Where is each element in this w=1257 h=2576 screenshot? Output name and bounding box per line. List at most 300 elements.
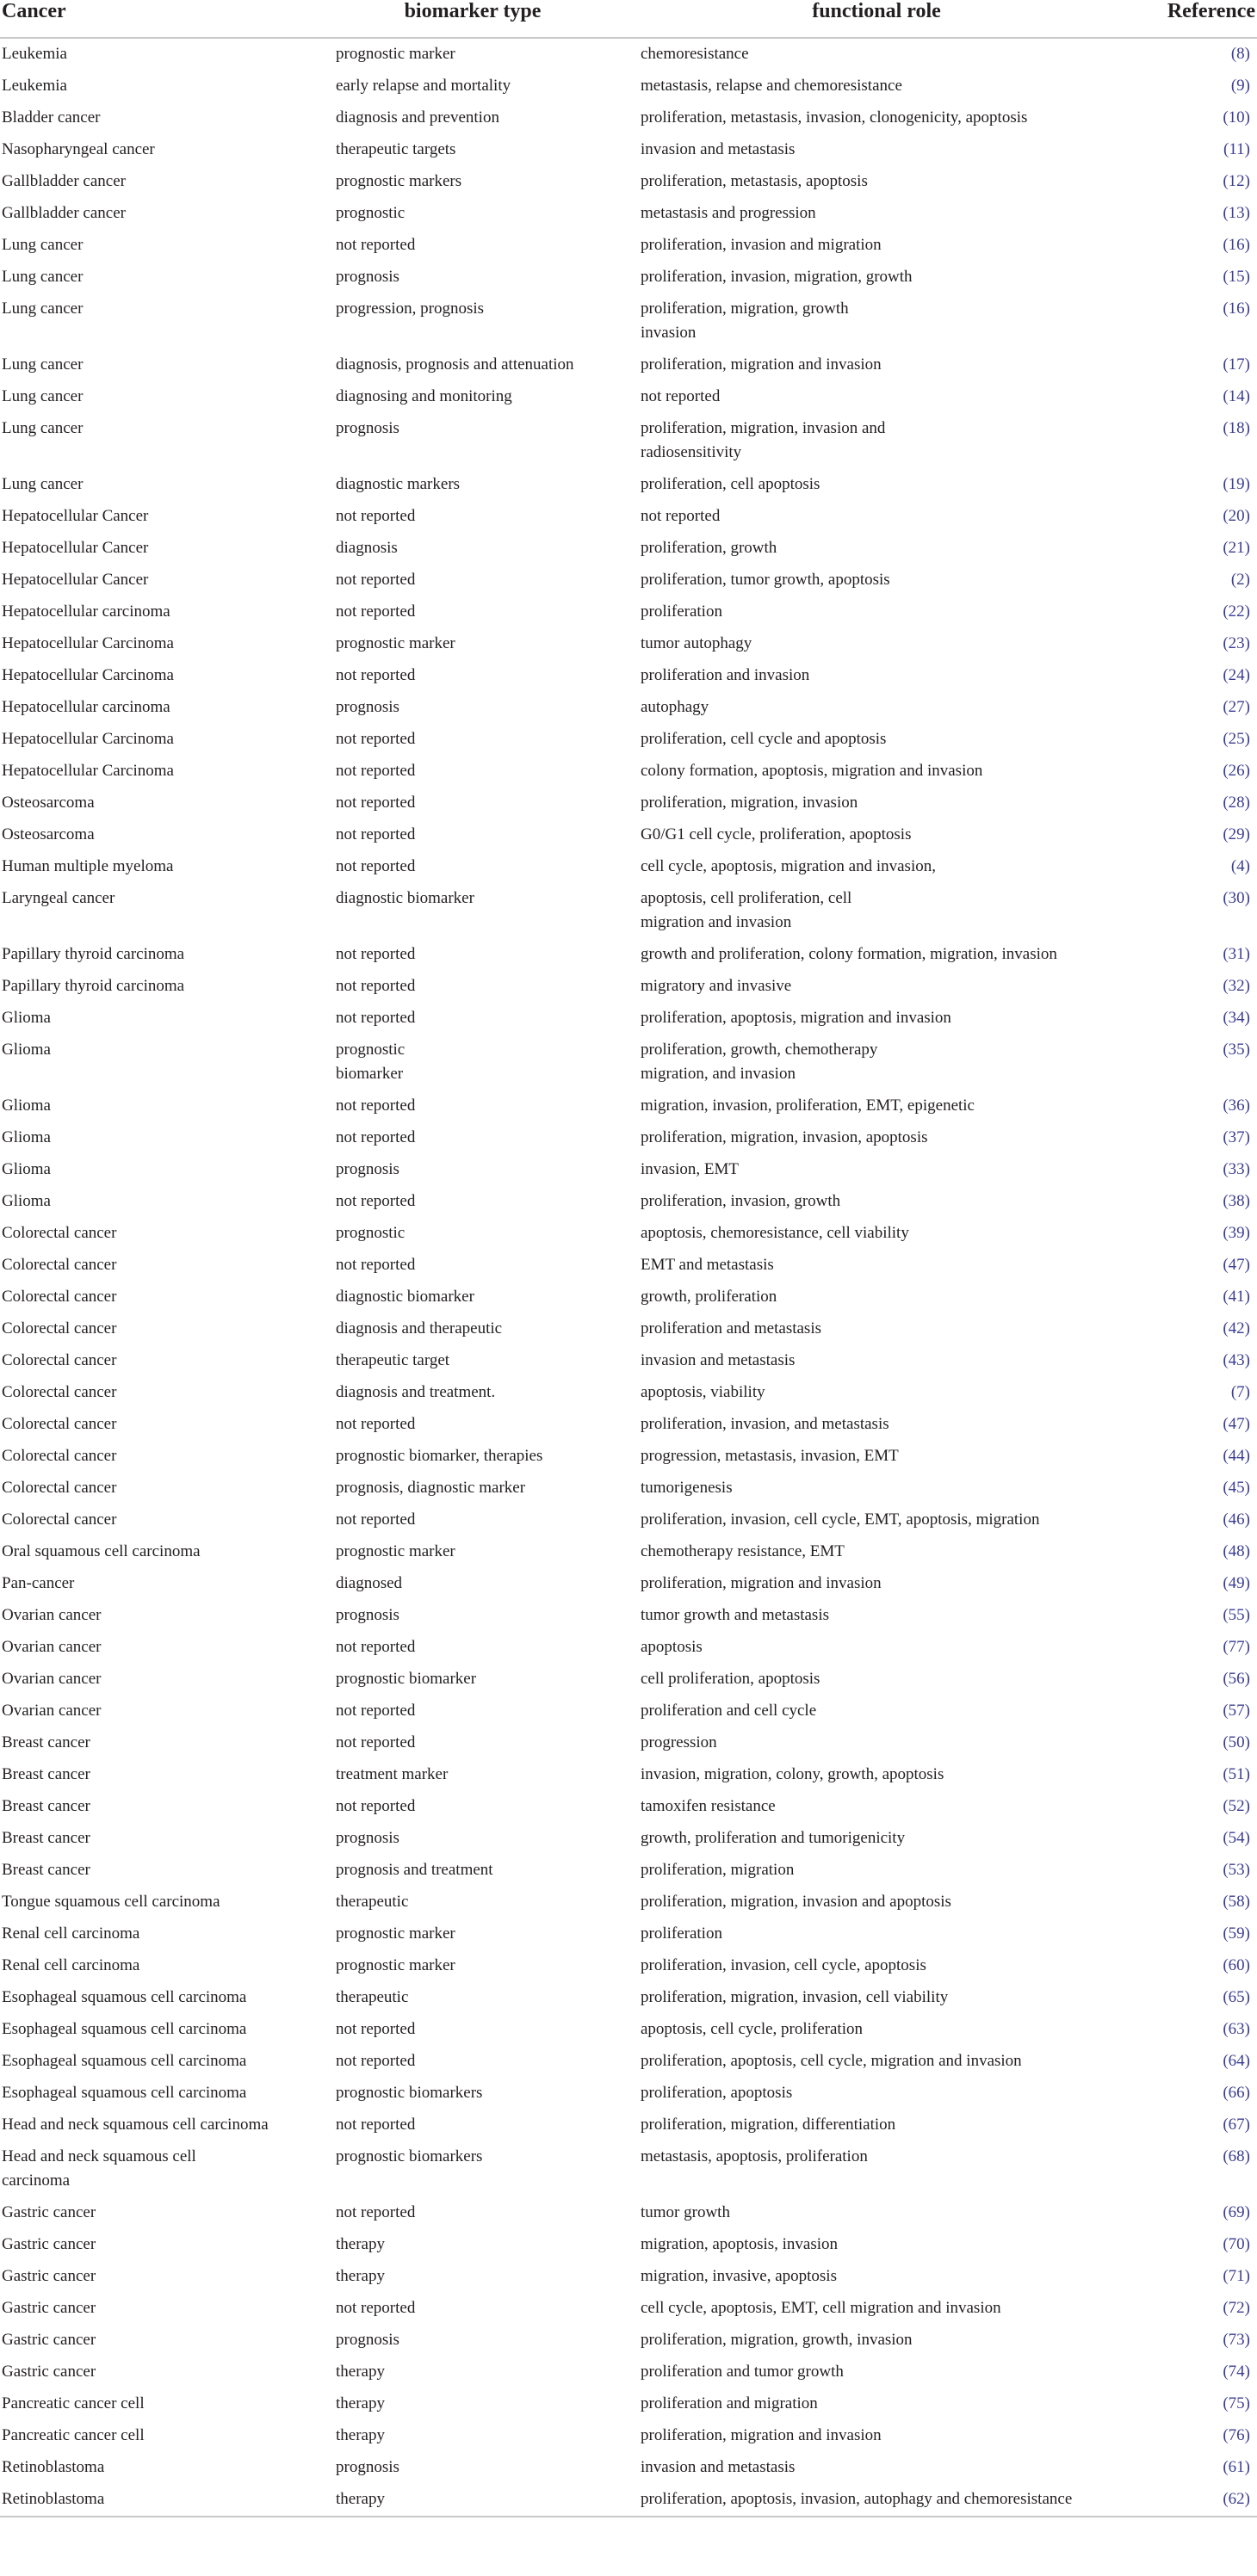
cell-functional-role: migration, invasive, apoptosis (641, 2267, 837, 2285)
cell-biomarker-type: prognostic markers (336, 172, 462, 190)
table-row (0, 1035, 1257, 1090)
reference-link[interactable]: (52) (1223, 1797, 1250, 1815)
cell-biomarker-type: prognostic marker (336, 1542, 455, 1560)
reference-link[interactable]: (44) (1223, 1447, 1250, 1465)
cell-biomarker-type: prognostic marker (336, 45, 455, 63)
table-row (0, 1186, 1257, 1218)
cell-functional-role: metastasis, relapse and chemoresistance (641, 77, 902, 95)
reference-link[interactable]: (71) (1223, 2267, 1250, 2285)
cell-functional-role: proliferation (641, 1924, 722, 1943)
reference-link[interactable]: (14) (1223, 387, 1250, 405)
cell-biomarker-type: diagnosis (336, 539, 398, 557)
table-row (0, 71, 1257, 102)
cell-biomarker-type: prognosis (336, 1606, 399, 1624)
cell-functional-role: proliferation, migration and invasion (641, 355, 882, 374)
header-cancer: Cancer (0, 0, 320, 38)
reference-link[interactable]: (25) (1223, 730, 1250, 748)
cell-biomarker-type: early relapse and mortality (336, 77, 511, 95)
cell-biomarker-type: therapy (336, 2394, 385, 2412)
cell-functional-role: apoptosis, cell proliferation, cell migration and invasion (641, 889, 852, 931)
cell-biomarker-type: not reported (336, 1510, 416, 1529)
cell-functional-role: invasion, EMT (641, 1160, 739, 1178)
table-row (0, 1345, 1257, 1377)
cell-functional-role: invasion, migration, colony, growth, apoptosis (641, 1765, 944, 1783)
cell-cancer: Colorectal cancer (2, 1415, 117, 1433)
reference-link[interactable]: (16) (1223, 300, 1250, 318)
cell-cancer: Papillary thyroid carcinoma (2, 977, 185, 995)
cell-functional-role: proliferation, migration, invasion, apoptosis (641, 1128, 928, 1146)
cell-cancer: Lung cancer (2, 387, 84, 405)
cell-cancer: Colorectal cancer (2, 1479, 117, 1497)
cell-cancer: Head and neck squamous cell carcinoma (2, 2147, 196, 2190)
cell-cancer: Gastric cancer (2, 2331, 96, 2349)
cell-cancer: Glioma (2, 1192, 51, 1210)
cell-biomarker-type: diagnosis, prognosis and attenuation (336, 355, 574, 374)
reference-link[interactable]: (16) (1223, 236, 1250, 254)
cell-functional-role: EMT and metastasis (641, 1256, 774, 1274)
cell-cancer: Laryngeal cancer (2, 889, 115, 907)
cell-biomarker-type: therapy (336, 2267, 385, 2285)
table-row (0, 1441, 1257, 1473)
reference-link[interactable]: (69) (1223, 2203, 1250, 2221)
cell-cancer: Esophageal squamous cell carcinoma (2, 2020, 247, 2038)
cell-biomarker-type: prognostic biomarkers (336, 2084, 483, 2102)
cell-functional-role: proliferation (641, 602, 722, 621)
reference-link[interactable]: (68) (1223, 2147, 1250, 2165)
cell-functional-role: proliferation, invasion and migration (641, 236, 882, 254)
reference-link[interactable]: (57) (1223, 1702, 1250, 1720)
table-row (0, 1887, 1257, 1918)
cell-functional-role: proliferation, migration, invasion and apoptosis (641, 1893, 951, 1911)
table-header (0, 0, 1257, 38)
cell-functional-role: proliferation, apoptosis (641, 2084, 793, 2102)
cell-cancer: Human multiple myeloma (2, 857, 174, 875)
table-row (0, 2357, 1257, 2388)
table-row (0, 1791, 1257, 1823)
cell-cancer: Glioma (2, 1096, 51, 1115)
cell-functional-role: chemoresistance (641, 45, 749, 63)
cell-cancer: Gastric cancer (2, 2299, 96, 2317)
reference-link[interactable]: (46) (1223, 1510, 1250, 1529)
reference-link[interactable]: (39) (1223, 1224, 1250, 1242)
reference-link[interactable]: (77) (1223, 1638, 1250, 1656)
cell-biomarker-type: progression, prognosis (336, 300, 485, 318)
table-row (0, 851, 1257, 883)
cell-functional-role: progression, metastasis, invasion, EMT (641, 1447, 899, 1465)
cell-cancer: Gastric cancer (2, 2235, 96, 2253)
reference-link[interactable]: (55) (1223, 1606, 1250, 1624)
cell-biomarker-type: prognosis (336, 2458, 399, 2476)
reference-link[interactable]: (26) (1223, 762, 1250, 780)
reference-link[interactable]: (58) (1223, 1893, 1250, 1911)
table-row (0, 1759, 1257, 1791)
table-row (0, 1250, 1257, 1282)
cell-functional-role: proliferation, apoptosis, migration and invasion (641, 1009, 951, 1027)
table-row (0, 819, 1257, 851)
cell-biomarker-type: prognostic (336, 204, 406, 222)
cell-functional-role: proliferation, migration, growth invasion (641, 300, 849, 342)
table-row (0, 2484, 1257, 2517)
cell-functional-role: colony formation, apoptosis, migration and invasion (641, 762, 983, 780)
cell-cancer: Esophageal squamous cell carcinoma (2, 2052, 247, 2070)
cell-functional-role: invasion and metastasis (641, 1351, 796, 1369)
table-row (0, 469, 1257, 501)
reference-link[interactable]: (8) (1230, 45, 1250, 63)
cell-biomarker-type: prognostic biomarker (336, 1670, 477, 1688)
cell-cancer: Leukemia (2, 45, 67, 63)
cell-cancer: Lung cancer (2, 355, 84, 374)
reference-link[interactable]: (60) (1223, 1956, 1250, 1974)
cell-cancer: Ovarian cancer (2, 1606, 102, 1624)
cell-biomarker-type: not reported (336, 602, 416, 621)
table-row (0, 1504, 1257, 1536)
cell-cancer: Renal cell carcinoma (2, 1924, 140, 1943)
cell-functional-role: growth and proliferation, colony formation, migration, invasion (641, 945, 1057, 963)
cell-biomarker-type: not reported (336, 1128, 416, 1146)
table-row (0, 1823, 1257, 1855)
cell-cancer: Tongue squamous cell carcinoma (2, 1893, 220, 1911)
table-row (0, 971, 1257, 1003)
cell-functional-role: cell proliferation, apoptosis (641, 1670, 820, 1688)
table-row (0, 38, 1257, 71)
reference-link[interactable]: (13) (1223, 204, 1250, 222)
cell-functional-role: apoptosis (641, 1638, 703, 1656)
cell-biomarker-type: therapy (320, 2484, 625, 2517)
cell-cancer: Leukemia (2, 77, 67, 95)
cell-cancer: Pan-cancer (2, 1574, 75, 1592)
cell-biomarker-type: not reported (336, 1733, 416, 1751)
cell-functional-role: proliferation and migration (641, 2394, 818, 2412)
cell-functional-role: proliferation, invasion, cell cycle, apoptosis (641, 1956, 926, 1974)
cell-cancer: Glioma (2, 1041, 51, 1059)
table-row (0, 1003, 1257, 1035)
table-row (0, 2452, 1257, 2484)
cell-functional-role: metastasis and progression (641, 204, 816, 222)
cell-biomarker-type: prognosis (336, 1160, 399, 1178)
reference-link[interactable]: (41) (1223, 1288, 1250, 1306)
cell-cancer: Esophageal squamous cell carcinoma (2, 2084, 247, 2102)
reference-link[interactable]: (65) (1223, 1988, 1250, 2006)
cell-cancer: Breast cancer (2, 1765, 90, 1783)
reference-link[interactable]: (18) (1223, 419, 1250, 437)
cell-functional-role: proliferation, metastasis, invasion, clonogenicity, apoptosis (641, 108, 1028, 127)
reference-link[interactable]: (72) (1223, 2299, 1250, 2317)
table-row (0, 413, 1257, 469)
reference-link[interactable]: (19) (1223, 475, 1250, 493)
table-row (0, 533, 1257, 565)
cell-biomarker-type: prognosis (336, 419, 399, 437)
cell-biomarker-type: therapeutic (336, 1988, 409, 2006)
reference-link[interactable]: (28) (1223, 794, 1250, 812)
reference-link[interactable]: (15) (1223, 268, 1250, 286)
reference-link[interactable]: (48) (1223, 1542, 1250, 1560)
reference-link[interactable]: (35) (1223, 1041, 1250, 1059)
cell-functional-role: tumor growth (641, 2203, 730, 2221)
cell-functional-role: proliferation, migration, differentiation (641, 2116, 896, 2134)
cell-biomarker-type: prognostic (336, 1224, 406, 1242)
reference-link[interactable]: (50) (1223, 1733, 1250, 1751)
reference-link[interactable]: (45) (1223, 1479, 1250, 1497)
cell-cancer: Glioma (2, 1160, 51, 1178)
cell-cancer: Gastric cancer (2, 2203, 96, 2221)
table-row (0, 1122, 1257, 1154)
cell-biomarker-type: prognosis (336, 698, 399, 716)
cell-functional-role: not reported (641, 507, 721, 525)
cell-functional-role: not reported (641, 387, 721, 405)
cell-cancer: Hepatocellular Cancer (2, 539, 149, 557)
cell-biomarker-type: prognosis and treatment (336, 1861, 493, 1879)
reference-link[interactable]: (34) (1223, 1009, 1250, 1027)
cell-biomarker-type: not reported (336, 2116, 416, 2134)
cell-biomarker-type: not reported (336, 666, 416, 684)
table-row (0, 1982, 1257, 2014)
cell-functional-role: proliferation and cell cycle (641, 1702, 817, 1720)
reference-link[interactable]: (70) (1223, 2235, 1250, 2253)
cell-cancer: Renal cell carcinoma (2, 1956, 140, 1974)
cell-functional-role: tumorigenesis (641, 1479, 733, 1497)
cell-functional-role: proliferation, migration, growth, invasion (641, 2331, 913, 2349)
cell-cancer: Bladder cancer (2, 108, 101, 127)
cell-biomarker-type: prognosis (336, 268, 399, 286)
reference-link[interactable]: (10) (1223, 108, 1250, 127)
cell-biomarker-type: therapy (336, 2426, 385, 2444)
cell-biomarker-type: not reported (336, 1256, 416, 1274)
reference-link[interactable]: (36) (1223, 1096, 1250, 1115)
reference-link[interactable]: (49) (1223, 1574, 1250, 1592)
cell-biomarker-type: not reported (336, 2203, 416, 2221)
cell-biomarker-type: not reported (336, 571, 416, 589)
reference-link[interactable]: (4) (1230, 857, 1250, 875)
cell-biomarker-type: prognostic marker (336, 634, 455, 652)
cell-biomarker-type: not reported (336, 1638, 416, 1656)
cell-functional-role: growth, proliferation (641, 1288, 777, 1306)
cell-biomarker-type: not reported (336, 1096, 416, 1115)
cell-biomarker-type: prognostic biomarkers (336, 2147, 483, 2165)
reference-link[interactable]: (59) (1223, 1924, 1250, 1943)
reference-link[interactable]: (74) (1223, 2363, 1250, 2381)
cell-biomarker-type: not reported (336, 1415, 416, 1433)
cell-biomarker-type: not reported (336, 762, 416, 780)
cell-cancer: Pancreatic cancer cell (2, 2394, 145, 2412)
table-row (0, 198, 1257, 230)
cell-biomarker-type: prognosis (336, 1829, 399, 1847)
cell-cancer: Nasopharyngeal cancer (2, 140, 155, 158)
cell-cancer: Hepatocellular carcinoma (2, 698, 170, 716)
reference-link[interactable]: (64) (1223, 2052, 1250, 2070)
cell-functional-role: proliferation, migration, invasion and radiosensitivity (641, 419, 886, 461)
cell-functional-role: proliferation, migration, invasion, cell viability (641, 1988, 949, 2006)
cell-cancer: Colorectal cancer (2, 1383, 117, 1401)
cell-biomarker-type: therapeutic (336, 1893, 409, 1911)
cell-biomarker-type: not reported (336, 1797, 416, 1815)
cell-biomarker-type: diagnosis and therapeutic (336, 1319, 503, 1337)
reference-link[interactable]: (73) (1223, 2331, 1250, 2349)
reference-link[interactable]: (7) (1230, 1383, 1250, 1401)
reference-link[interactable]: (21) (1223, 539, 1250, 557)
reference-link[interactable]: (23) (1223, 634, 1250, 652)
cell-cancer: Breast cancer (2, 1733, 90, 1751)
cell-functional-role: proliferation, cell apoptosis (641, 475, 820, 493)
cell-cancer: Glioma (2, 1009, 51, 1027)
cell-cancer: Lung cancer (2, 236, 84, 254)
cell-biomarker-type: not reported (336, 1702, 416, 1720)
cell-biomarker-type: not reported (336, 945, 416, 963)
cell-functional-role: tumor growth and metastasis (641, 1606, 829, 1624)
cell-functional-role: migration, invasion, proliferation, EMT, epigenetic (641, 1096, 975, 1115)
table-row (0, 134, 1257, 166)
cell-biomarker-type: diagnostic biomarker (336, 1288, 474, 1306)
reference-link[interactable]: (61) (1223, 2458, 1250, 2476)
table-row (0, 2141, 1257, 2197)
cell-cancer: Breast cancer (2, 1861, 90, 1879)
cell-biomarker-type: not reported (336, 977, 416, 995)
cell-functional-role: metastasis, apoptosis, proliferation (641, 2147, 868, 2165)
table-row (0, 724, 1257, 756)
reference-link[interactable]: (47) (1223, 1256, 1250, 1274)
reference-link[interactable]: (53) (1223, 1861, 1250, 1879)
reference-link[interactable]: (66) (1223, 2084, 1250, 2102)
cell-biomarker-type: prognostic biomarker, therapies (336, 1447, 543, 1465)
header-row (0, 0, 1257, 38)
cell-functional-role: proliferation, cell cycle and apoptosis (641, 730, 887, 748)
cell-functional-role: tamoxifen resistance (641, 1797, 776, 1815)
reference-link[interactable]: (67) (1223, 2116, 1250, 2134)
table-row (0, 2388, 1257, 2420)
table-row (0, 2197, 1257, 2229)
table-row (0, 1154, 1257, 1186)
cell-functional-role: proliferation, invasion, migration, growth (641, 268, 913, 286)
cell-biomarker-type: not reported (336, 2020, 416, 2038)
reference-link[interactable]: (54) (1223, 1829, 1250, 1847)
cell-functional-role: proliferation and invasion (641, 666, 810, 684)
table-row (0, 565, 1257, 596)
reference-link[interactable]: (32) (1223, 977, 1250, 995)
reference-link[interactable]: (22) (1223, 602, 1250, 621)
table-row (0, 381, 1257, 413)
table-row (0, 2078, 1257, 2110)
cell-cancer: Retinoblastoma (2, 2458, 105, 2476)
reference-link[interactable]: (11) (1223, 140, 1250, 158)
reference-link[interactable]: (24) (1223, 666, 1250, 684)
table-row (0, 1377, 1257, 1409)
table-row (0, 939, 1257, 971)
table-row (0, 349, 1257, 381)
cell-biomarker-type: prognostic marker (336, 1924, 455, 1943)
reference-link[interactable]: (51) (1223, 1765, 1250, 1783)
cell-functional-role: proliferation, apoptosis, cell cycle, migration and invasion (641, 2052, 1022, 2070)
reference-link[interactable]: (31) (1223, 945, 1250, 963)
table-row (0, 788, 1257, 819)
cell-biomarker-type: not reported (336, 507, 416, 525)
reference-link[interactable]: (2) (1230, 571, 1250, 589)
header-functional-role: functional role (625, 0, 1128, 38)
cell-biomarker-type: not reported (336, 2052, 416, 2070)
cell-biomarker-type: not reported (336, 825, 416, 843)
cell-cancer: Colorectal cancer (2, 1224, 117, 1242)
reference-link[interactable]: (43) (1223, 1351, 1250, 1369)
reference-link[interactable]: (47) (1223, 1415, 1250, 1433)
cell-biomarker-type: diagnosing and monitoring (336, 387, 512, 405)
reference-link[interactable]: (33) (1223, 1160, 1250, 1178)
cell-biomarker-type: therapeutic target (336, 1351, 450, 1369)
table-row (0, 2014, 1257, 2046)
cell-cancer: Hepatocellular Carcinoma (2, 730, 174, 748)
cell-cancer: Colorectal cancer (2, 1319, 117, 1337)
cell-cancer: Lung cancer (2, 419, 84, 437)
cell-cancer: Hepatocellular Cancer (2, 571, 149, 589)
table-row (0, 1696, 1257, 1727)
cell-functional-role: proliferation, invasion, cell cycle, EMT, apoptosis, migration (641, 1510, 1040, 1529)
table-row (0, 596, 1257, 628)
table-row (0, 501, 1257, 533)
cell-functional-role: migration, apoptosis, invasion (641, 2235, 839, 2253)
cell-functional-role: proliferation, growth (641, 539, 777, 557)
cell-cancer: Gastric cancer (2, 2363, 96, 2381)
cell-functional-role: apoptosis, chemoresistance, cell viability (641, 1224, 909, 1242)
reference-link[interactable]: (37) (1223, 1128, 1250, 1146)
table-row (0, 2110, 1257, 2141)
table-row (0, 2293, 1257, 2325)
reference-link[interactable]: (29) (1223, 825, 1250, 843)
cell-functional-role: proliferation and tumor growth (641, 2363, 844, 2381)
reference-link[interactable]: (42) (1223, 1319, 1250, 1337)
reference-link[interactable]: (20) (1223, 507, 1250, 525)
reference-link[interactable]: (12) (1223, 172, 1250, 190)
cell-functional-role: proliferation, apoptosis, invasion, autophagy and chemoresistance (625, 2484, 1128, 2517)
table-row (0, 1536, 1257, 1568)
cell-functional-role: cell cycle, apoptosis, EMT, cell migration and invasion (641, 2299, 1001, 2317)
cell-cancer: Ovarian cancer (2, 1638, 102, 1656)
cell-functional-role: G0/G1 cell cycle, proliferation, apoptosis (641, 825, 912, 843)
cell-functional-role: proliferation, tumor growth, apoptosis (641, 571, 890, 589)
cell-cancer: Hepatocellular Cancer (2, 507, 149, 525)
reference-link[interactable]: (30) (1223, 889, 1250, 907)
cell-biomarker-type: therapy (336, 2235, 385, 2253)
header-reference: Reference (1128, 0, 1257, 38)
reference-link[interactable]: (56) (1223, 1670, 1250, 1688)
reference-link[interactable]: (9) (1230, 77, 1250, 95)
cell-functional-role: apoptosis, viability (641, 1383, 765, 1401)
cell-functional-role: invasion and metastasis (641, 140, 796, 158)
reference-link[interactable]: (27) (1223, 698, 1250, 716)
cell-cancer: Gastric cancer (2, 2267, 96, 2285)
reference-link[interactable]: (76) (1223, 2426, 1250, 2444)
cell-functional-role: proliferation, migration and invasion (641, 1574, 882, 1592)
cell-biomarker-type: prognosis (336, 2331, 399, 2349)
reference-link[interactable]: (62) (1128, 2484, 1257, 2517)
cell-functional-role: migratory and invasive (641, 977, 792, 995)
reference-link[interactable]: (63) (1223, 2020, 1250, 2038)
cell-cancer: Oral squamous cell carcinoma (2, 1542, 201, 1560)
table-row (0, 2261, 1257, 2293)
reference-link[interactable]: (75) (1223, 2394, 1250, 2412)
cell-functional-role: proliferation, growth, chemotherapy migration, and invasion (641, 1041, 878, 1083)
cell-functional-role: autophagy (641, 698, 709, 716)
reference-link[interactable]: (38) (1223, 1192, 1250, 1210)
cell-cancer: Hepatocellular Carcinoma (2, 762, 174, 780)
reference-link[interactable]: (17) (1223, 355, 1250, 374)
table-row (0, 230, 1257, 262)
table-row (0, 756, 1257, 788)
cell-cancer: Ovarian cancer (2, 1702, 102, 1720)
cell-cancer: Glioma (2, 1128, 51, 1146)
cell-functional-role: tumor autophagy (641, 634, 752, 652)
cell-functional-role: proliferation and metastasis (641, 1319, 821, 1337)
table-row (0, 1090, 1257, 1122)
table-row (0, 1632, 1257, 1664)
cell-cancer: Lung cancer (2, 475, 84, 493)
table-row (0, 1218, 1257, 1250)
